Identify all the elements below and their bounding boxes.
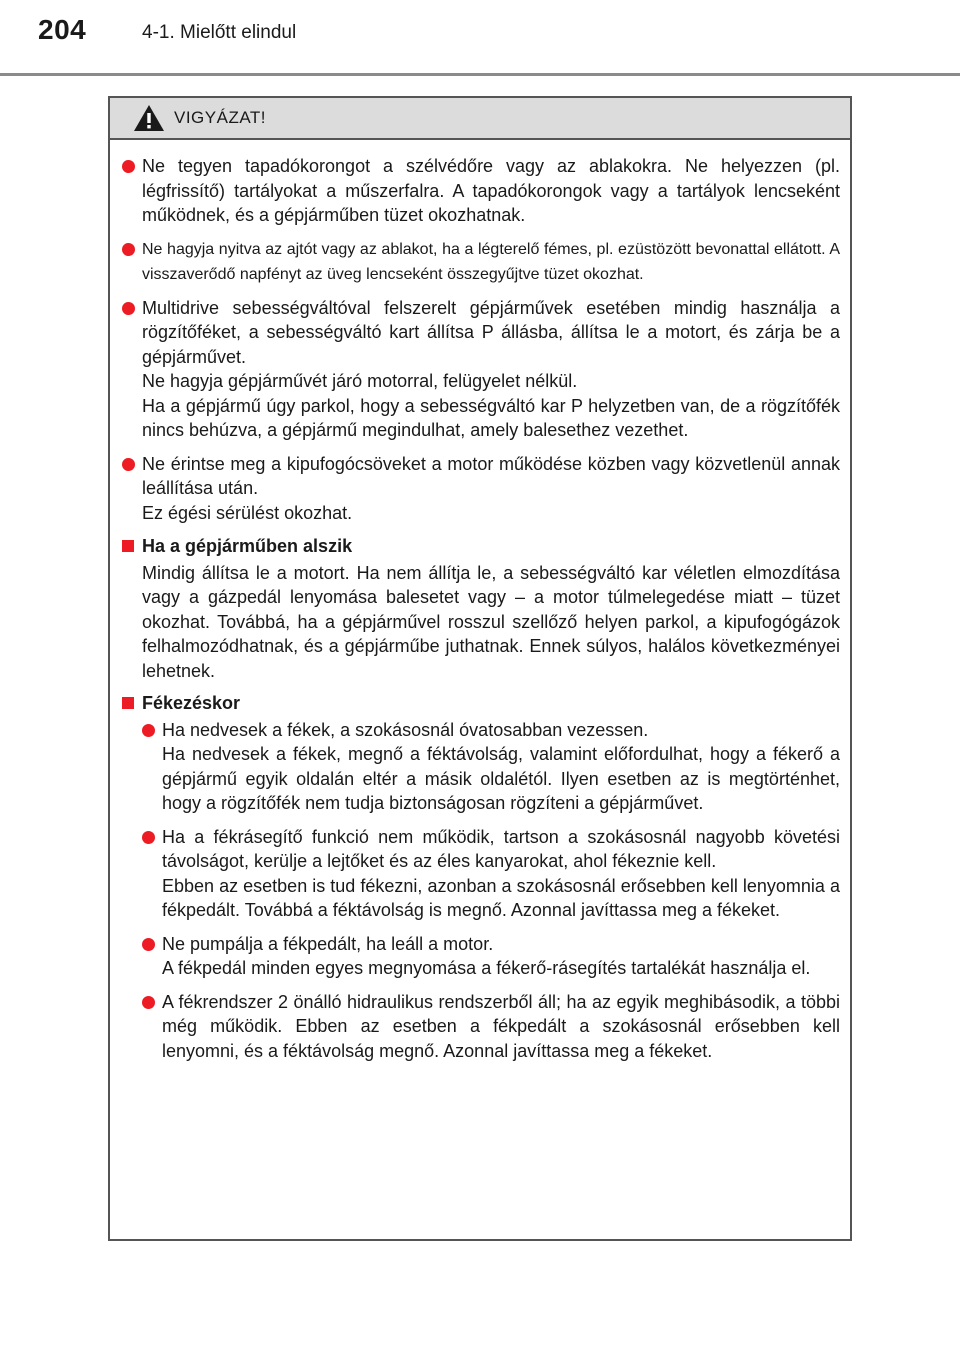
bullet-icon: [142, 996, 155, 1009]
bullet-item: [122, 296, 840, 443]
bullet-icon: [142, 938, 155, 951]
caution-header: [110, 98, 850, 140]
square-bullet-icon: [122, 540, 134, 552]
bullet-icon: [122, 243, 135, 256]
bullet-text: Ha nedvesek a fékek, a szokásosnál óvatosabban vezessen.: [162, 719, 649, 740]
bullet-icon: [142, 724, 155, 737]
section-heading-text: Ha a gépjárműben alszik: [142, 536, 353, 556]
bullet-icon: [142, 831, 155, 844]
caution-title: VIGYÁZAT!: [174, 108, 267, 127]
page-number: 204: [38, 14, 87, 45]
section-heading: [122, 534, 840, 559]
bullet-text: Ha nedvesek a fékek, megnő a féktávolság, valamint előfordulhat, hogy a fékerő a gépjármű egyik oldalán eltér a másik oldalétól. Ilyen esetben az is megtörténhet, hogy a rögzítőfék nem tudja biztonságosan rögzíteni a gépjárművet.: [162, 744, 840, 813]
bullet-text: Ne hagyja nyitva az ajtót vagy az ablakot, ha a légterelő fémes, pl. ezüstözött bevonattal ellátott. A visszaverődő napfényt az üveg lencseként összegyűjtve tüzet okozhat.: [142, 240, 840, 283]
section-title: 4-1. Mielőtt elindul: [142, 22, 297, 43]
bullet-icon: [122, 458, 135, 471]
section-paragraph: Mindig állítsa le a motort. Ha nem állítja le, a sebességváltó kar véletlen elmozdítása vagy a gázpedál lenyomása balesetet vagy – a motor túlmelegedése miatt – tüzet okozhat. Továbbá, ha a gépjárművel rosszul szellőző helyen parkol, a kipufogógázok felhalmozódhatnak, és a gépjárműbe juthatnak. Ennek súlyos, halálos következményei lehetnek.: [142, 562, 840, 681]
bullet-icon: [122, 302, 135, 315]
bullet-text: Ha a fékrásegítő funkció nem működik, tartson a szokásosnál nagyobb követési távolságot, kerülje a lejtőket és az éles kanyarokat, ahol fékeznie kell.: [162, 826, 840, 871]
caution-box: [108, 96, 852, 1241]
bullet-item: [142, 990, 840, 1064]
bullet-text: Ne pumpálja a fékpedált, ha leáll a motor.: [162, 933, 494, 954]
caution-body: [110, 140, 850, 1063]
bullet-text: Ez égési sérülést okozhat.: [142, 502, 353, 523]
bullet-icon: [122, 160, 135, 173]
sub-bullet-list: [122, 718, 840, 1064]
bullet-text: Multidrive sebességváltóval felszerelt gépjárművek esetében mindig használja a rögzítőféket, a sebességváltó kart állítsa P állásba, állítsa le a motort, és zárja be a gépjárművet.: [142, 297, 840, 367]
bullet-item: [122, 154, 840, 228]
bullet-item: [142, 932, 840, 981]
bullet-text: Ebben az esetben is tud fékezni, azonban a szokásosnál erősebben kell lenyomnia a fékpedált. Továbbá a féktávolság is megnő. Azonnal javíttassa meg a fékeket.: [162, 875, 840, 920]
header-rule: [0, 73, 960, 76]
bullet-item: [122, 237, 840, 287]
section-heading: [122, 691, 840, 716]
bullet-item: [142, 718, 840, 816]
square-bullet-icon: [122, 697, 134, 709]
bullet-text: Ha a gépjármű úgy parkol, hogy a sebességváltó kar P helyzetben van, de a rögzítőfék nincs behúzva, a gépjármű megindulhat, amely balesethez vezethet.: [142, 395, 840, 440]
bullet-text: Ne hagyja gépjárművét járó motorral, felügyelet nélkül.: [142, 371, 578, 391]
bullet-item: [142, 825, 840, 923]
section-heading-text: Fékezéskor: [142, 693, 241, 713]
warning-triangle-icon: [133, 104, 165, 132]
bullet-text: Ne érintse meg a kipufogócsöveket a motor működése közben vagy közvetlenül annak leállítása után.: [142, 453, 840, 498]
bullet-text: A fékpedál minden egyes megnyomása a fékerő-rásegítés tartalékát használja el.: [162, 958, 811, 978]
bullet-item: [122, 452, 840, 526]
bullet-text: Ne tegyen tapadókorongot a szélvédőre vagy az ablakokra. Ne helyezzen (pl. légfrissítő) tartályokat a műszerfalra. A tapadókorongok vagy a tartályok lencseként működnek, és a gépjárműben tüzet okozhatnak.: [142, 156, 840, 225]
bullet-text: A fékrendszer 2 önálló hidraulikus rendszerből áll; ha az egyik meghibásodik, a többi még működik. Ebben az esetben a fékpedált a szokásosnál erősebben kell lenyomni, és a féktávolság megnő. Azonnal javíttassa meg a fékeket.: [162, 991, 840, 1061]
